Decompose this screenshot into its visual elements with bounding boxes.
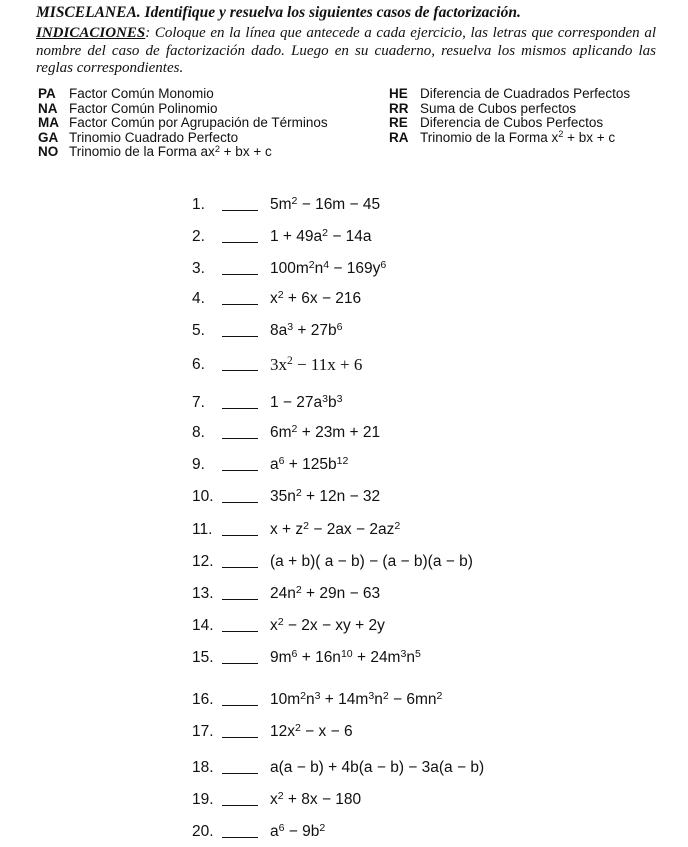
exercise-number: 19. [192,791,214,808]
exercise-item [0,521,688,543]
exercise-number: 13. [192,585,214,602]
answer-blank[interactable] [222,705,258,706]
exercise-item [0,791,688,813]
exercise-expression: $x + z^2 - 2ax - 2az^2$ [270,519,401,538]
exercise-number: 1. [192,196,205,213]
exercise-expression: (a + b)( a − b) − (a − b)(a − b) [270,553,473,570]
exercise-item [0,617,688,639]
exercise-number: 7. [192,394,205,411]
exercise-number: 15. [192,649,214,666]
exercise-expression: $3x^2 - 11x + 6$ [270,354,363,374]
exercise-number: 17. [192,723,214,740]
page-title: MISCELANEA. Identifique y resuelva los siguientes casos de factorización. [36,4,521,21]
exercise-item [0,290,688,312]
exercise-number: 11. [192,521,213,538]
exercise-number: 8. [192,424,205,441]
exercise-item [0,456,688,478]
exercise-item [0,649,688,671]
exercise-expression: $12x^2 - x - 6$ [270,721,353,740]
legend-name: Factor Común Polinomio [69,100,218,116]
legend-code: MA [38,115,59,131]
legend-code: PA [38,86,56,101]
legend-name: Trinomio Cuadrado Perfecto [69,129,239,145]
exercise-item [0,488,688,510]
exercise-number: 12. [192,553,214,570]
answer-blank[interactable] [222,304,258,305]
legend-name: Diferencia de Cuadrados Perfectos [420,86,631,101]
answer-blank[interactable] [222,336,258,337]
exercise-item [0,759,688,781]
exercise-item [0,823,688,845]
answer-blank[interactable] [222,805,258,806]
exercise-expression: $100m^2n^4 - 169y^6$ [270,258,387,277]
legend-code: RA [389,129,409,145]
legend-name: Suma de Cubos perfectos [420,100,577,116]
exercise-number: 5. [192,322,205,339]
exercise-expression: $x^2 + 8x - 180$ [270,789,362,808]
exercise-expression: $x^2 + 6x - 216$ [270,288,362,307]
instructions-text: : Coloque en la línea que antecede a cada ejercicio, las letras que corresponden al nombre del caso de factorización dado. Luego en su cuaderno, resuelva los mismos aplicando las reglas correspondientes. [36,25,656,76]
answer-blank[interactable] [222,274,258,275]
legend-name: Factor Común Monomio [69,86,214,101]
exercise-number: 4. [192,290,205,307]
exercise-number: 2. [192,228,205,245]
exercise-item [0,196,688,218]
exercise-expression: $9m^6 + 16n^{10} + 24m^3n^5$ [270,647,421,666]
exercise-expression: a(a − b) + 4b(a − b) − 3a(a − b) [270,759,485,776]
exercise-number: 14. [192,617,214,634]
answer-blank[interactable] [222,631,258,632]
exercise-expression: $1 - 27a^3b^3$ [270,392,343,411]
exercise-expression: $a^6 - 9b^2$ [270,821,326,840]
exercise-item [0,424,688,446]
exercise-item [0,553,688,575]
instructions-label: INDICACIONES [36,25,146,41]
exercise-number: 6. [192,356,205,373]
answer-blank[interactable] [222,535,258,536]
exercise-expression: $10m^2n^3 + 14m^3n^2 - 6mn^2$ [270,689,443,708]
exercise-expression: $1 + 49a^2 - 14a$ [270,226,372,245]
answer-blank[interactable] [222,567,258,568]
legend-name: Diferencia de Cubos Perfectos [420,115,604,131]
legend-code: RE [389,115,408,131]
legend-code: NO [38,144,59,160]
answer-blank[interactable] [222,408,258,409]
exercise-item [0,356,688,378]
answer-blank[interactable] [222,438,258,439]
answer-blank[interactable] [222,210,258,211]
answer-blank[interactable] [222,773,258,774]
exercise-expression: $x^2 - 2x$ − xy + 2y [270,615,385,634]
answer-blank[interactable] [222,242,258,243]
exercise-expression: $6m^2 + 23m + 21$ [270,422,381,441]
answer-blank[interactable] [222,737,258,738]
exercise-number: 9. [192,456,205,473]
legend-name: Trinomio de la Forma $ax^2$ + bx + c [69,143,272,160]
exercise-number: 16. [192,691,214,708]
legend-code: HE [389,86,408,101]
answer-blank[interactable] [222,837,258,838]
legend-code: GA [38,129,59,145]
answer-blank[interactable] [222,599,258,600]
legend-name: Factor Común por Agrupación de Términos [69,115,328,131]
exercise-item [0,691,688,713]
exercise-item [0,585,688,607]
exercise-item [0,322,688,344]
exercise-number: 18. [192,759,214,776]
exercise-expression: $a^6 + 125b^{12}$ [270,454,349,473]
exercise-item [0,260,688,282]
exercise-expression: $8a^3 + 27b^6$ [270,320,343,339]
legend-code: NA [38,100,58,116]
exercise-item [0,723,688,745]
exercise-expression: $24n^2 + 29n - 63$ [270,583,381,602]
exercise-expression: $5m^2 - 16m - 45$ [270,194,381,213]
exercise-item [0,228,688,250]
answer-blank[interactable] [222,470,258,471]
exercise-number: 20. [192,823,214,840]
legend-name: Trinomio de la Forma $x^2$ + bx + c [420,129,616,145]
exercise-item [0,394,688,416]
exercise-number: 10. [192,488,214,505]
exercise-number: 3. [192,260,205,277]
answer-blank[interactable] [222,502,258,503]
exercise-expression: $35n^2 + 12n - 32$ [270,486,381,505]
answer-blank[interactable] [222,663,258,664]
answer-blank[interactable] [222,370,258,371]
legend-code: RR [389,100,409,116]
